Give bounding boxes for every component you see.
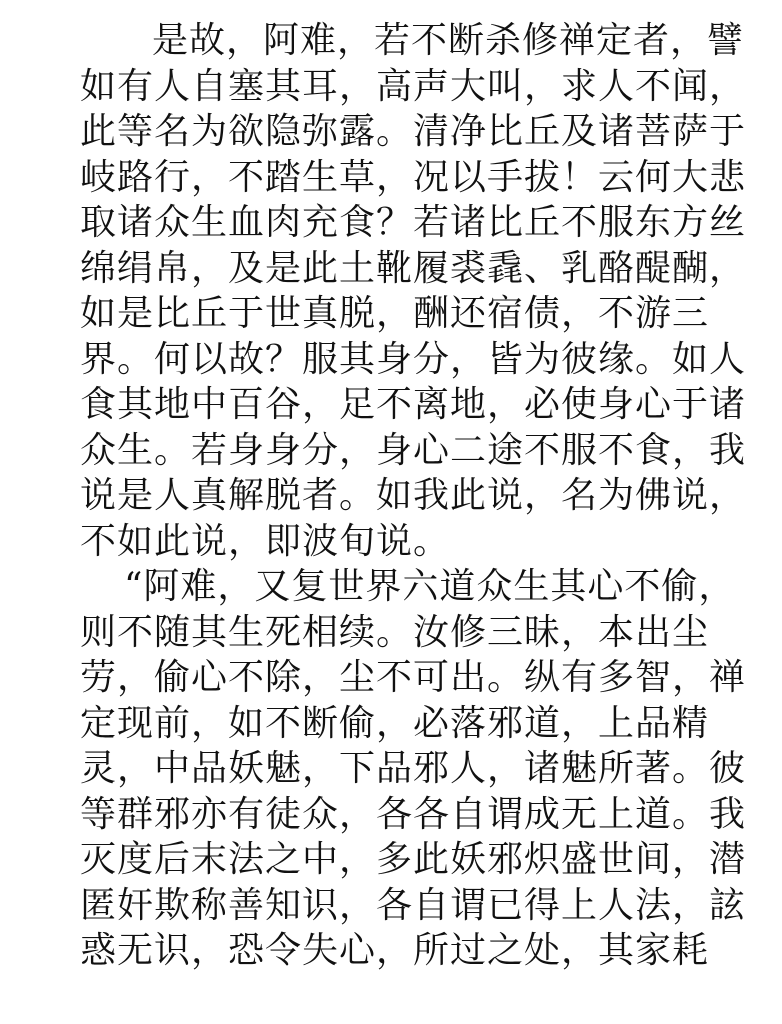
text-line: 众生。若身身分，身心二途不服不食，我 [80,429,747,471]
text-line: 说是人真解脱者。如我此说，名为佛说， [80,475,747,516]
text-line: 灭度后末法之中，多此妖邪炽盛世间，潜 [80,839,747,880]
text-line: 等群邪亦有徒众，各各自谓成无上道。我 [80,793,747,835]
text-line: 如有人自塞其耳，高声大叫，求人不闻， [80,65,747,107]
text-line: 匿奸欺称善知识，各自谓已得上人法，詃 [80,884,747,926]
text-line: 界。何以故？服其身分，皆为彼缘。如人 [80,338,747,380]
text-line: 灵，中品妖魅，下品邪人，诸魅所著。彼 [80,748,747,789]
text-line: 定现前，如不断偷，必落邪道，上品精 [80,702,710,744]
text-line: 惑无识，恐令失心，所过之处，其家耗 [80,930,710,971]
text-line: 不如此说，即波旬说。 [80,520,451,562]
text-line: 是故，阿难，若不断杀修禅定者，譬 [152,20,745,61]
text-line: 绵绢帛，及是此土靴履裘毳、乳酪醍醐， [80,247,747,289]
text-line: 此等名为欲隐弥露。清净比丘及诸菩萨于 [80,111,747,152]
text-line: “阿难，又复世界六道众生其心不偷， [124,566,736,607]
text-line: 食其地中百谷，足不离地，必使身心于诸 [80,384,747,425]
body-text [80,18,747,974]
text-line: 取诸众生血肉充食？若诸比丘不服东方丝 [80,202,747,243]
text-line: 如是比丘于世真脱，酬还宿债，不游三 [80,293,710,334]
text-line: 劳，偷心不除，尘不可出。纵有多智，禅 [80,657,747,698]
text-line: 则不随其生死相续。汝修三昧，本出尘 [80,611,710,653]
text-line: 岐路行，不踏生草，况以手拔！云何大悲 [80,156,747,198]
